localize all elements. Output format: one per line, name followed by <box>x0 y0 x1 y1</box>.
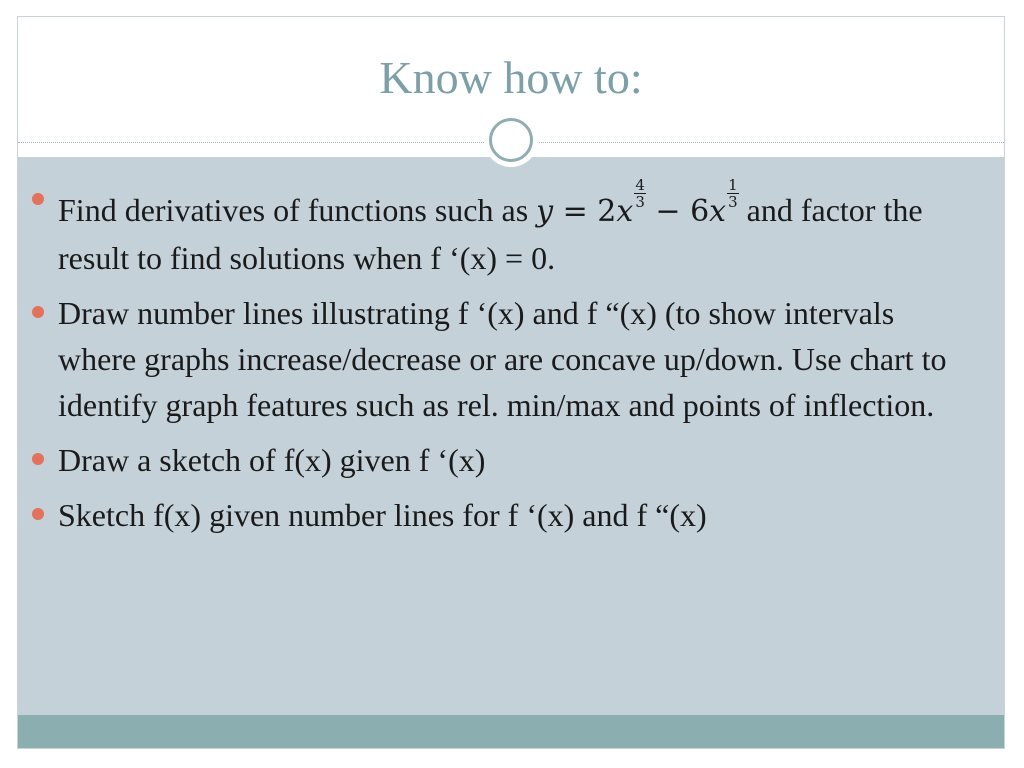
bullet-item-sketch-from-derivative <box>32 437 952 483</box>
exp2-numerator: 1 <box>728 176 738 194</box>
math-expression <box>536 176 738 229</box>
bullet-item-derivatives <box>32 177 952 281</box>
bullet-text <box>58 176 923 276</box>
math-y: y <box>536 194 554 229</box>
exp2-denominator: 3 <box>728 193 738 211</box>
exp1-denominator: 3 <box>635 193 645 211</box>
bullet-text-after: and factor the result to find solutions when f ‘(x) = 0. <box>58 192 923 276</box>
circle-ring <box>489 118 533 162</box>
math-x1: x <box>616 194 634 229</box>
math-x2: x <box>709 194 727 229</box>
bullet-dot-icon <box>32 508 44 520</box>
bullet-text-before: Find derivatives of functions such as <box>58 192 537 228</box>
bullet-dot-icon <box>32 306 44 318</box>
bullet-item-sketch-from-number-lines <box>32 492 952 538</box>
bullet-text: Draw a sketch of f(x) given f ‘(x) <box>58 442 486 478</box>
slide-title: Know how to: <box>379 52 643 103</box>
math-exponent-2 <box>727 177 739 210</box>
bullet-item-number-lines <box>32 290 952 428</box>
bullet-dot-icon <box>32 453 44 465</box>
footer-bar <box>18 715 1004 748</box>
circle-ornament-icon <box>484 113 538 167</box>
exp1-numerator: 4 <box>635 176 645 194</box>
math-exponent-1 <box>634 177 646 210</box>
bullet-text: Draw number lines illustrating f ‘(x) and f “(x) (to show intervals where graphs increase/decrease or are concave up/down. Use chart to identify graph features such as rel. min/max and points of inflection. <box>58 295 947 423</box>
bullet-dot-icon <box>32 193 44 205</box>
bullet-text: Sketch f(x) given number lines for f ‘(x) and f “(x) <box>58 497 707 533</box>
math-equals: = 2 <box>553 194 617 229</box>
math-minus: − 6 <box>645 194 710 229</box>
bullet-list <box>32 177 952 547</box>
